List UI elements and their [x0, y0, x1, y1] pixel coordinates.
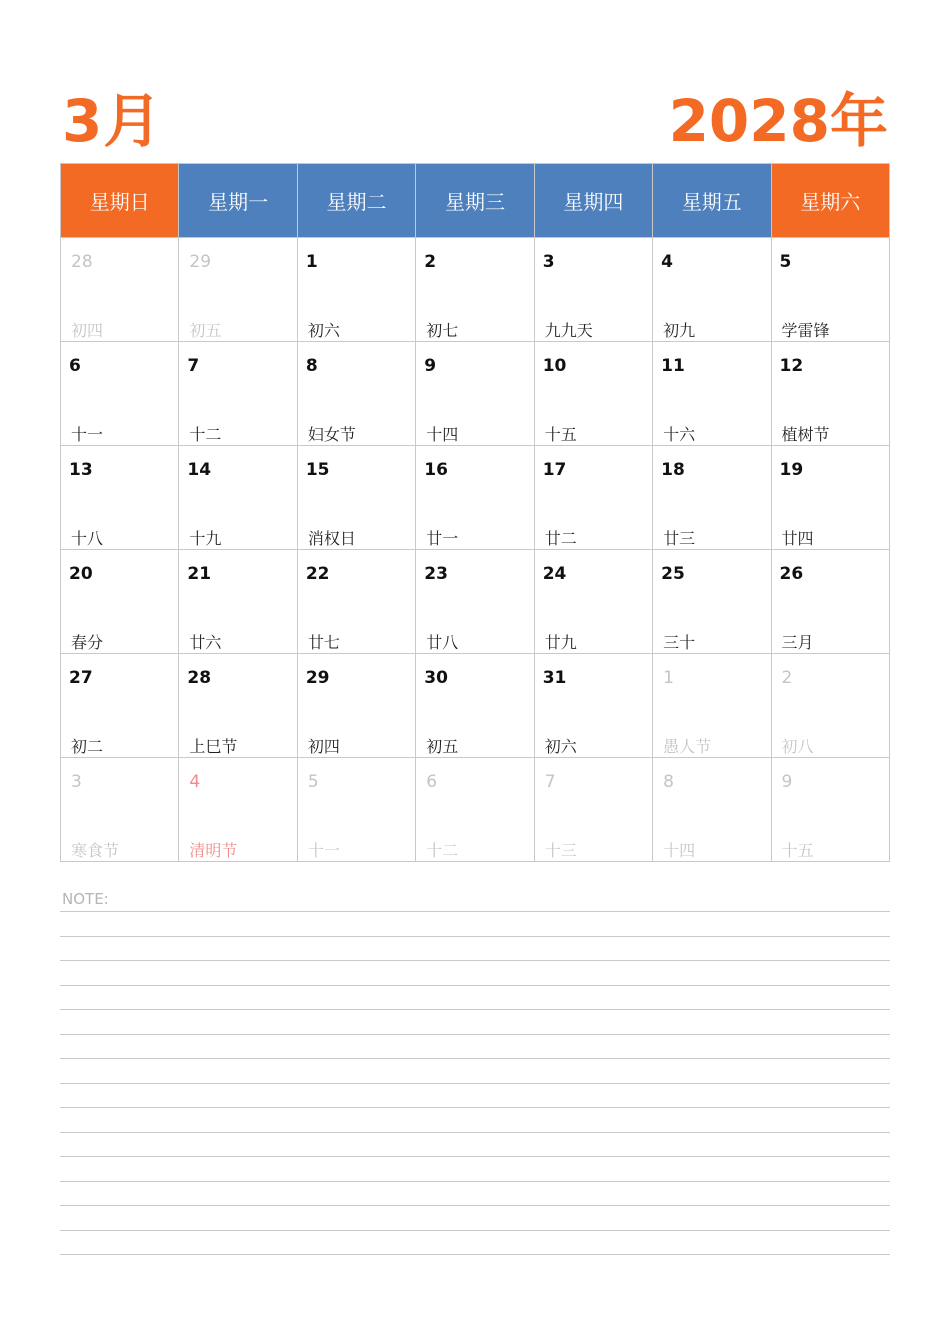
day-cell[interactable] [534, 654, 652, 758]
lunar-label: 愚人节 [663, 737, 712, 756]
day-cell[interactable] [297, 550, 415, 654]
day-cell[interactable] [297, 446, 415, 550]
day-number: 5 [307, 772, 319, 792]
lunar-label: 上巳节 [189, 737, 238, 756]
lunar-label: 十八 [71, 529, 104, 548]
day-number: 7 [187, 356, 200, 376]
day-cell[interactable] [179, 550, 297, 654]
lunar-label: 初六 [307, 321, 340, 340]
note-line[interactable] [60, 912, 890, 937]
day-number: 28 [187, 668, 212, 688]
day-cell[interactable] [534, 758, 652, 862]
day-cell[interactable] [771, 654, 889, 758]
lunar-label: 十一 [307, 841, 340, 860]
weekday-header-sunday: 星期日 [61, 164, 179, 238]
calendar-week-row [61, 238, 890, 342]
lunar-label: 十二 [426, 841, 459, 860]
day-number: 8 [305, 356, 318, 376]
day-cell[interactable] [61, 342, 179, 446]
day-cell[interactable] [416, 550, 534, 654]
weekday-header-row [61, 164, 890, 238]
calendar-week-row [61, 446, 890, 550]
day-cell[interactable] [297, 654, 415, 758]
day-cell[interactable] [416, 654, 534, 758]
lunar-label: 十五 [544, 425, 577, 444]
note-line[interactable] [60, 961, 890, 986]
day-cell[interactable] [179, 238, 297, 342]
day-number: 1 [663, 668, 674, 688]
day-number: 4 [661, 252, 673, 272]
note-line[interactable] [60, 1059, 890, 1084]
day-number: 23 [424, 564, 448, 584]
day-cell[interactable] [534, 342, 652, 446]
day-cell[interactable] [297, 238, 415, 342]
note-line[interactable] [60, 986, 890, 1011]
lunar-label: 初六 [544, 737, 577, 756]
lunar-label: 廿一 [426, 529, 459, 548]
day-cell[interactable] [534, 550, 652, 654]
day-number: 30 [424, 668, 448, 688]
day-cell[interactable] [297, 342, 415, 446]
lunar-label: 初七 [426, 321, 459, 340]
note-lines [60, 912, 890, 1255]
day-number: 6 [69, 356, 81, 376]
day-number: 1 [305, 252, 318, 272]
day-number: 19 [779, 460, 804, 480]
lunar-label: 廿四 [781, 529, 814, 548]
day-cell[interactable] [771, 238, 889, 342]
day-number: 13 [69, 460, 93, 480]
day-number: 29 [189, 252, 212, 272]
day-number: 27 [69, 668, 93, 688]
day-cell[interactable] [653, 446, 771, 550]
lunar-label: 初五 [189, 321, 222, 340]
lunar-label: 春分 [71, 633, 104, 652]
month-title: 3月 [62, 87, 163, 155]
lunar-label: 寒食节 [71, 841, 120, 860]
year-title: 2028年 [668, 87, 888, 155]
weekday-header-tuesday: 星期二 [297, 164, 415, 238]
day-cell[interactable] [534, 446, 652, 550]
lunar-label: 十六 [663, 425, 696, 444]
day-cell[interactable] [534, 238, 652, 342]
note-line[interactable] [60, 1182, 890, 1207]
weekday-header-saturday: 星期六 [771, 164, 889, 238]
weekday-header-monday: 星期一 [179, 164, 297, 238]
note-label: NOTE: [60, 888, 890, 912]
calendar-body [61, 238, 890, 862]
lunar-label: 消权日 [307, 529, 356, 548]
calendar-grid [60, 163, 890, 862]
day-cell[interactable] [771, 446, 889, 550]
day-cell[interactable] [179, 446, 297, 550]
day-cell[interactable] [179, 342, 297, 446]
day-cell[interactable] [61, 238, 179, 342]
notes-section [60, 888, 890, 1255]
day-number: 10 [542, 356, 567, 376]
day-cell[interactable] [61, 446, 179, 550]
lunar-label: 廿八 [426, 633, 459, 652]
calendar-week-row [61, 654, 890, 758]
day-cell[interactable] [179, 654, 297, 758]
lunar-label: 初九 [663, 321, 696, 340]
day-number: 29 [305, 668, 330, 688]
lunar-label: 初八 [781, 737, 814, 756]
day-cell[interactable] [61, 654, 179, 758]
day-number: 3 [71, 772, 82, 792]
lunar-label: 十四 [426, 425, 459, 444]
note-line[interactable] [60, 1157, 890, 1182]
day-number: 3 [542, 252, 555, 272]
weekday-header-thursday: 星期四 [534, 164, 652, 238]
note-line[interactable] [60, 937, 890, 962]
lunar-label: 廿七 [307, 633, 340, 652]
day-number: 18 [661, 460, 685, 480]
lunar-label: 十三 [544, 841, 577, 860]
day-cell[interactable] [416, 446, 534, 550]
lunar-label: 十五 [781, 841, 814, 860]
day-number: 26 [779, 564, 804, 584]
day-number: 16 [424, 460, 448, 480]
day-cell[interactable] [653, 758, 771, 862]
day-cell[interactable] [179, 758, 297, 862]
weekday-header-wednesday: 星期三 [416, 164, 534, 238]
day-number: 31 [542, 668, 567, 688]
note-line[interactable] [60, 1231, 890, 1256]
lunar-label: 初五 [426, 737, 459, 756]
day-cell[interactable] [297, 758, 415, 862]
day-cell[interactable] [771, 758, 889, 862]
lunar-label: 廿六 [189, 633, 222, 652]
day-number: 22 [305, 564, 330, 584]
day-number: 7 [544, 772, 556, 792]
calendar-week-row [61, 550, 890, 654]
lunar-label: 三月 [781, 633, 814, 652]
lunar-label: 十四 [663, 841, 696, 860]
day-cell[interactable] [61, 758, 179, 862]
day-number: 17 [542, 460, 567, 480]
calendar-week-row [61, 342, 890, 446]
day-cell[interactable] [416, 758, 534, 862]
day-cell[interactable] [61, 550, 179, 654]
lunar-label: 十二 [189, 425, 222, 444]
day-number: 12 [779, 356, 804, 376]
day-cell[interactable] [416, 238, 534, 342]
note-line[interactable] [60, 1084, 890, 1109]
day-number: 9 [424, 356, 437, 376]
day-cell[interactable] [653, 238, 771, 342]
lunar-label: 廿九 [544, 633, 577, 652]
day-number: 25 [661, 564, 685, 584]
day-number: 9 [781, 772, 793, 792]
note-line[interactable] [60, 1010, 890, 1035]
day-number: 11 [661, 356, 685, 376]
day-number: 2 [424, 252, 437, 272]
lunar-label: 三十 [663, 633, 696, 652]
lunar-label: 十九 [189, 529, 222, 548]
calendar-week-row [61, 758, 890, 862]
lunar-label: 初二 [71, 737, 104, 756]
lunar-label: 九九天 [544, 321, 593, 340]
day-number: 15 [305, 460, 330, 480]
note-line[interactable] [60, 1206, 890, 1231]
day-number: 4 [189, 772, 201, 792]
day-cell[interactable] [771, 342, 889, 446]
day-number: 2 [781, 668, 793, 688]
day-number: 6 [426, 772, 438, 792]
lunar-label: 廿三 [663, 529, 696, 548]
day-cell[interactable] [653, 550, 771, 654]
day-number: 5 [779, 252, 792, 272]
day-cell[interactable] [653, 654, 771, 758]
weekday-header-friday: 星期五 [653, 164, 771, 238]
note-line[interactable] [60, 1035, 890, 1060]
lunar-label: 廿二 [544, 529, 577, 548]
lunar-label: 初四 [71, 321, 104, 340]
lunar-label: 十一 [71, 425, 104, 444]
day-number: 14 [187, 460, 212, 480]
note-line[interactable] [60, 1108, 890, 1133]
day-number: 8 [663, 772, 674, 792]
note-line[interactable] [60, 1133, 890, 1158]
lunar-label: 初四 [307, 737, 340, 756]
day-number: 20 [69, 564, 93, 584]
lunar-label: 学雷锋 [781, 321, 830, 340]
day-number: 24 [542, 564, 567, 584]
day-number: 21 [187, 564, 212, 584]
day-cell[interactable] [653, 342, 771, 446]
lunar-label: 妇女节 [307, 425, 356, 444]
day-cell[interactable] [416, 342, 534, 446]
lunar-label: 植树节 [781, 425, 830, 444]
day-cell[interactable] [771, 550, 889, 654]
lunar-label: 清明节 [189, 841, 238, 860]
day-number: 28 [71, 252, 93, 272]
